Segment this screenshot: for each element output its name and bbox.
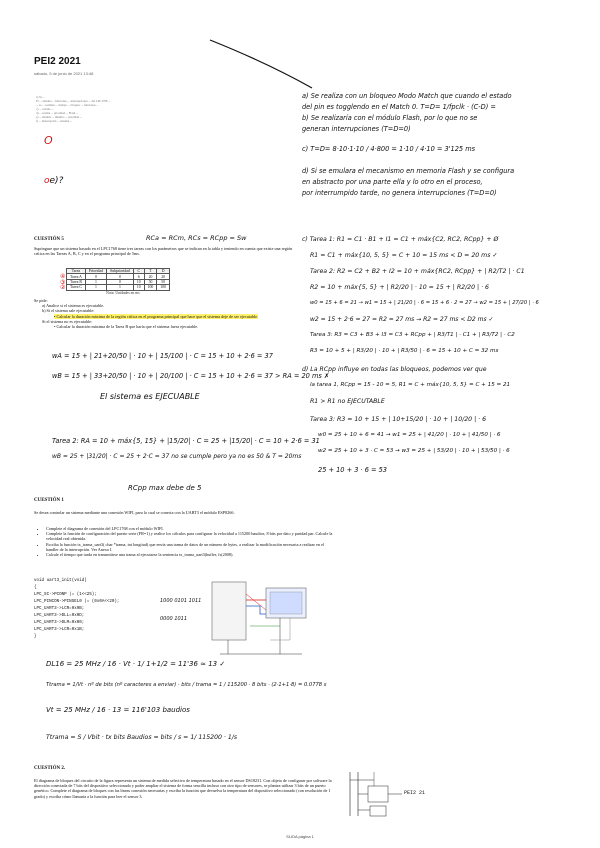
hw-line: 25 + 10 + 3 · 6 = 53 — [318, 466, 387, 474]
table-header: C — [133, 269, 144, 274]
hw-line: R2 = 10 + máx{5, 5} + | R2/20 | · 10 = 15 + | R2/20 | · 6 — [310, 284, 489, 291]
task-markers — [60, 274, 65, 291]
tiny-line: ... se ... realizan ... tiempo ... bloqueo ... funciones ... — [36, 103, 99, 107]
hw-line: d) La RCpp influye en todas las bloqueos, podemos ver que — [302, 366, 487, 373]
right-mid-notes — [302, 236, 592, 482]
question-1-heading: CUESTIÓN 1 — [34, 498, 64, 503]
table-cell: 20 — [144, 274, 157, 279]
code-block — [34, 578, 119, 641]
table-cell: 10 — [133, 279, 144, 284]
hw-line: en abstracto por una parte ella y lo otro en el proceso, — [302, 178, 483, 186]
code-line: LPC_UART3->DLL=0x0D; — [34, 614, 85, 618]
code-line: } — [34, 635, 37, 639]
question-5-formula: RCa = RCm, RCs = RCpp = Sw — [146, 234, 247, 242]
table-cell: 6 — [133, 274, 144, 279]
table-header: D — [157, 269, 170, 274]
question-2-text: El diagrama de bloques del circuito de la figura representa un sistema de medida selectivo de temperatura basado en el sensor DS18231. Con objeto de configurar por software la dirección conectada de 7 bits del dispositivo seleccionado y poder ampliar el sistema de forma sencilla incluso con otro tipo de sensores, se plantea utilizar 3 bits de un puerto genérico. Complete el diagrama de bloques con las líneas conexión necesarias y escriba la función que devuelva la temperatura del dispositivo seleccionado (con resolución de 1 grado) y escriba cómo llamaría a la función para leer el sensor 3. — [34, 778, 332, 799]
table-cell: 0 — [85, 274, 106, 279]
table-cell: 0 — [107, 279, 134, 284]
hw-calc: Tarea 2: RA = 10 + máx{5, 15} + |15/20| · C = 25 + |15/20| · C = 10 + 2·6 = 31 — [52, 437, 320, 445]
tiny-line: e) ... módulo ... mínimo ... prioridad ... — [36, 115, 83, 119]
code-line: LPC_PINCON->PINSEL0 |= (0x0A<<20); — [34, 600, 120, 604]
hw-line: w2 = 15 + 2·6 = 27 = R2 = 27 ms → R2 = 27 ms < D2 ms ✓ — [310, 316, 494, 323]
page-footer: SLIDA página 1 — [286, 834, 314, 839]
table-cell: 20 — [157, 274, 170, 279]
marker-a: ④ — [60, 273, 66, 280]
code-line: LPC_SC->PCONP |= (1<<25); — [34, 593, 97, 597]
table-cell: Tarea B — [67, 279, 86, 284]
hw-line: w2 = 25 + 10 + 3 · C = 53 → w3 = 25 + | 53/20 | · 10 + | 53/50 | · 6 — [318, 448, 510, 454]
marker-c: ② — [60, 284, 66, 291]
hw-line: w0 = 25 + 10 + 6 = 41 → w1 = 25 + | 41/20 | · 10 + | 41/50 | · 6 — [318, 432, 501, 438]
hw-calc: wB = 15 + | 33+20/50 | · 10 + | 20/100 | · C = 15 + 10 + 2·6 = 37 > RA = 20 ms ✗ — [52, 372, 330, 380]
mark-o: O — [44, 134, 53, 147]
hw-calc: Ttrama = S / Vbit · tx bits Baudios = bits / s = 1/ 115200 · 1/s — [46, 734, 238, 741]
question-5-items — [34, 298, 294, 329]
table-cell: 10 — [133, 285, 144, 290]
hw-line: a) Se realiza con un bloqueo Modo Match que cuando el estado — [302, 92, 512, 100]
hw-calc: RCpp max debe de 5 — [128, 484, 202, 492]
connection-diagram — [210, 580, 310, 660]
hw-calc: Vt = 25 MHz / 16 · 13 = 116'103 baudios — [46, 706, 190, 714]
table-cell: Tarea A — [67, 274, 86, 279]
sensor-diagram — [344, 766, 454, 822]
tiny-line: d) ... realiza ... prioridad ... Flash ... — [36, 111, 79, 115]
top-right-notes — [302, 92, 592, 200]
table-header: Tarea — [67, 269, 86, 274]
table-row — [67, 285, 170, 290]
tiny-line: f) ... interrupción ... sistema ... — [36, 119, 73, 123]
code-line: LPC_UART3->LCR=0x9B; — [34, 607, 85, 611]
code-line: void uart3_init(void) — [34, 579, 87, 583]
hw-line: c) Tarea 1: R1 = C1 · B1 + I1 = C1 + máx{C2, RC2, RCpp} + Ø — [302, 236, 499, 243]
question-5-heading: CUESTIÓN 5 — [34, 237, 64, 242]
hw-line: R3 = 10 + 5 + | R3/20 | · 10 + | R3/50 | · 6 = 15 + 10 + C = 32 ms — [310, 348, 499, 354]
hw-line: d) Si se emulara el mecanismo en memoria Flash y se configura — [302, 167, 515, 175]
table-header: Subprioridad — [107, 269, 134, 274]
hw-binary: 0000 1011 — [160, 616, 188, 622]
hw-line: generan interrupciones (T=D=0) — [302, 125, 411, 133]
question-1-bullets — [46, 526, 336, 557]
hw-line: Tarea 3: R3 = 10 + 15 + | 10+15/20 | · 10 + | 10/20 | · 6 — [310, 416, 487, 423]
code-line: LPC_UART3->LCR=0x1B; — [34, 628, 85, 632]
tiny-line: a) Sí ... — [36, 95, 45, 99]
hw-line: Tarea 3: R3 = C3 + B3 + I3 = C3 + RCpp + | R3/T1 | · C1 + | R3/T2 | · C2 — [310, 332, 515, 338]
code-line: { — [34, 586, 37, 590]
bullet-item: • Complete el diagrama de conexión del LPC1768 con el módulo WIFI. — [46, 526, 336, 531]
bullet-item: • Calcule el tiempo que tarda en transmitirse una trama al ejecutarse la sentencia tx_trama_uart3(buffer, fs(2008). — [46, 552, 336, 557]
hw-line: c) T=D= 8·10·1·10 / 4·800 = 1·10 / 4·10 = 3'125 ms — [302, 145, 476, 153]
table-header: T — [144, 269, 157, 274]
bullet-item: • Escriba la función tx_trama_uart3( char *trama, int longitud) que envía una trama de datos de un número de bytes, a realizar la modificación necesaria a realizar en el handler de la interrupción. Ver Anexo I. — [46, 542, 336, 552]
hw-calc: El sistema es EJECUABLE — [100, 392, 200, 401]
table-header: Prioridad — [85, 269, 106, 274]
item-line: • Calcular la duración máxima de la Tarea B que haría que el sistema fuera ejecutable. — [54, 324, 199, 330]
item-line: a) Analice si el sistema es ejecutable. — [42, 303, 105, 309]
table-cell: 1 — [107, 285, 134, 290]
tiny-notes — [36, 95, 176, 123]
hw-line: b) Se realizaría con el módulo Flash, por lo que no se — [302, 114, 478, 122]
table-cell: Tarea C — [67, 285, 86, 290]
hw-calc: Ttrama = 1/Vt · nº de bits (nº caracteres a enviar) · bits / trama = 1 / 115200 · 8 bits · (2·1+1·8) = 0.0778 s — [46, 682, 327, 688]
question-2-heading: CUESTIÓN 2. — [34, 766, 66, 771]
question-1-intro: Se desea controlar un sistema mediante una conexión WIFI, para lo cual se conecta con la UART3 el módulo ESP8266. — [34, 510, 235, 515]
question-5-table — [66, 268, 170, 295]
code-line: LPC_UART3->DLM=0x00; — [34, 621, 85, 625]
table-note: Nota: Unidades en ms — [106, 290, 140, 295]
item-line: b) Si el sistema sale ejecutable: — [42, 308, 95, 314]
table-cell: 0 — [107, 274, 134, 279]
mark-e-dot: o — [44, 176, 50, 186]
sensor-diagram-label: PEI2 21 — [404, 790, 426, 796]
item-line: • Calcular la duración máxima de la región crítica en el programa principal que hace que el sistema deje de ser ejecutable. — [54, 313, 259, 319]
marker-b: ③ — [60, 278, 66, 286]
ask-line: Se pide: — [34, 298, 48, 303]
pen-stroke — [200, 34, 320, 94]
hw-line: la tarea 1, RCpp = 15 - 10 = 5, R1 = C + máx{10, 5, 5} = C + 15 = 21 — [310, 382, 511, 388]
table-cell: 50 — [144, 279, 157, 284]
hw-line: por interrumpido tarde, no genera interrupciones (T=D=0) — [302, 189, 497, 197]
table-cell: 100 — [144, 285, 157, 290]
table-cell: 1 — [85, 285, 106, 290]
tasks-table — [66, 268, 170, 291]
hw-binary: 1000 0101 1011 — [160, 598, 202, 604]
hw-line: del pin es togglendo en el Match 0. T=D= 1/fpclk · (C-D) = — [302, 103, 496, 111]
page-timestamp: sábado, 5 de junio de 2021 13:48 — [34, 71, 94, 76]
page-title: PEI2 2021 — [34, 56, 81, 67]
hw-line: w0 = 15 + 6 = 21 → w1 = 15 + | 21/20 | · 6 = 15 + 6 · 2 = 27 → w2 = 15 + | 27/20 | · 6 — [310, 300, 539, 306]
tiny-line: c) ... calcule ... — [36, 107, 54, 111]
item-line: Si el sistema no es ejecutable: — [42, 318, 93, 324]
table-cell: 1 — [85, 279, 106, 284]
table-cell: 100 — [157, 285, 170, 290]
tiny-line: El ... sistema ... funciones ... interrupciones ... del LPC1768 ... — [36, 99, 111, 103]
hw-calc: DL16 = 25 MHz / 16 · Vt · 1/ 1+1/2 = 11'36 ≈ 13 ✓ — [46, 660, 226, 668]
hw-line: R1 = C1 + máx{10, 5, 5} = C + 10 = 15 ms < D = 20 ms ✓ — [310, 252, 498, 259]
hw-calc: wB = 25 + |31/20| · C = 25 + 2·C = 37 no se cumple pero ya no es 50 & T = 20ms — [52, 453, 302, 460]
question-5-intro: Supóngase que un sistema basado en el LPC1768 tiene tres tareas con los parámetros que se indican en la tabla y teniendo en cuenta que existe una región crítica en las Tareas A, B, C y en el programa principal de 5ms. — [34, 246, 293, 257]
bullet-item: • Complete la función de configuración del puerto serie (FR=1) y realice los cálculos para configurar la velocidad a 115200 baudios, 8 bits por dato y paridad par. Calcule la velocidad real obtenida. — [46, 531, 336, 541]
hw-line: Tarea 2: R2 = C2 + B2 + I2 = 10 + máx{RC2, RCpp} + | R2/T2 | · C1 — [310, 268, 525, 275]
mark-e: oe)? — [44, 176, 64, 186]
table-cell: 50 — [157, 279, 170, 284]
hw-calc: wA = 15 + | 21+20/50 | · 10 + | 15/100 | · C = 15 + 10 + 2·6 = 37 — [52, 352, 273, 360]
hw-line: R1 > R1 no EJECUTABLE — [310, 398, 385, 405]
